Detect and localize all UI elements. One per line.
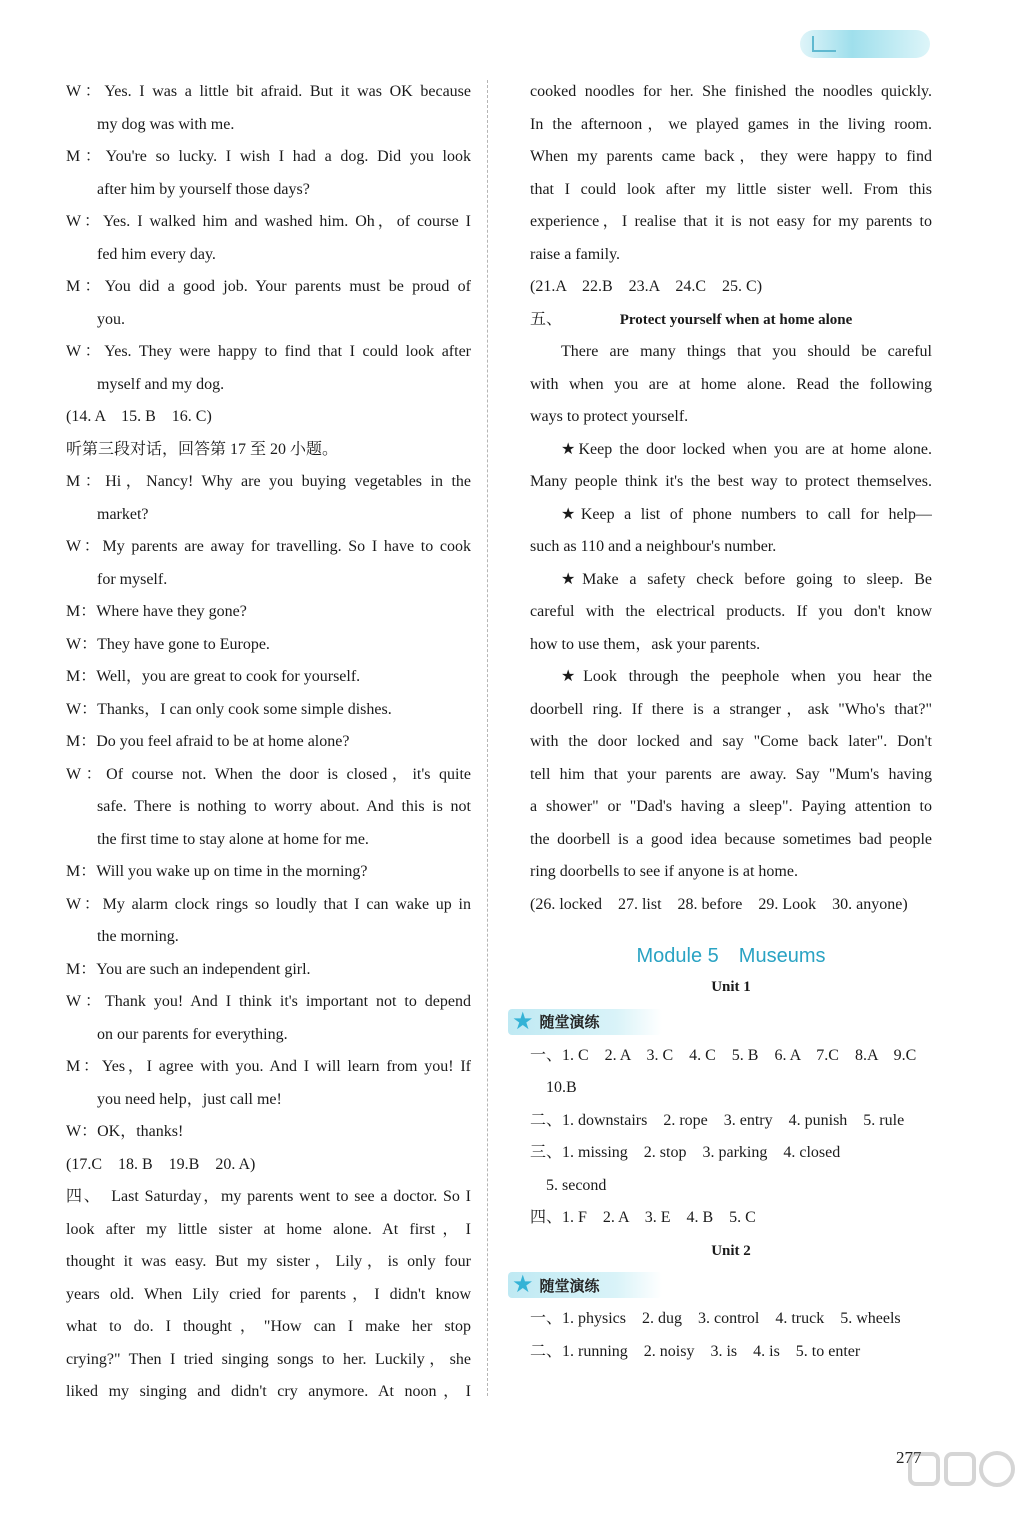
header-mark-icon <box>812 36 836 52</box>
text-line: ways to protect yourself. <box>530 408 689 425</box>
text-line: a shower" or "Dad's having a sleep". Paying attention to <box>530 798 932 815</box>
exercise-answer-line: 三、1. missing 2. stop 3. parking 4. closed <box>530 1144 841 1161</box>
text-line: crying?" Then I tried singing songs to her. Luckily，she <box>66 1350 471 1368</box>
unit-1-heading: Unit 1 <box>711 979 751 995</box>
text-line: you. <box>97 310 125 328</box>
text-line: W：My parents are away for travelling. So I have to cook <box>66 538 471 555</box>
star-icon: ★ <box>512 1272 534 1298</box>
unit-2-heading: Unit 2 <box>711 1242 751 1259</box>
text-line: M：Hi，Nancy! Why are you buying vegetables in the <box>66 473 471 490</box>
banner-label: 随堂演练 <box>539 1276 600 1295</box>
section-title: Protect yourself when at home alone <box>619 311 853 328</box>
text-line: W：Thank you! And I think it's important not to depend <box>66 993 471 1010</box>
column-divider <box>487 80 488 1396</box>
text-line: When my parents came back，they were happy to find <box>530 148 932 165</box>
text-line: what to do. I thought，"How can I make her stop <box>66 1318 471 1335</box>
text-line: for myself. <box>97 570 168 588</box>
text-line: ★Keep a list of phone numbers to call for help— <box>561 505 932 523</box>
watermark-logo <box>902 1440 1022 1532</box>
text-line: M：You did a good job. Your parents must be proud of <box>66 278 471 295</box>
answer-key: (21.A 22.B 23.A 24.C 25. C) <box>530 278 763 295</box>
text-line: There are many things that you should be careful <box>561 343 932 360</box>
text-line: myself and my dog. <box>97 375 225 393</box>
text-line: M：Do you feel afraid to be at home alone? <box>66 733 350 750</box>
text-line: ring doorbells to see if anyone is at home. <box>530 863 798 880</box>
text-line: raise a family. <box>530 245 621 263</box>
text-line: the morning. <box>97 928 179 945</box>
text-line: doorbell ring. If there is a stranger，ask "Who's that?" <box>530 700 932 718</box>
exercise-answer-line: 5. second <box>530 1176 607 1194</box>
text-line: liked my singing and didn't cry anymore. At noon，I <box>66 1383 471 1400</box>
text-line: the doorbell is a good idea because sometimes bad people <box>530 830 932 848</box>
banner-label: 随堂演练 <box>539 1013 600 1031</box>
text-line: with when you are at home alone. Read the following <box>530 375 932 393</box>
text-line: thought it was easy. But my sister，Lily，is only four <box>66 1253 471 1270</box>
text-line: W：Yes. I was a little bit afraid. But it was OK because <box>66 83 471 100</box>
text-line: after him by yourself those days? <box>97 180 310 198</box>
section-number: 五、 <box>530 310 563 328</box>
exercise-answer-line: 10.B <box>530 1079 577 1096</box>
text-line: the first time to stay alone at home for me. <box>97 830 369 848</box>
unit-1-exercises <box>530 1040 932 1235</box>
text-line: W：Thanks，I can only cook some simple dishes. <box>66 700 392 718</box>
text-line: M：You're so lucky. I wish I had a dog. Did you look <box>66 148 471 165</box>
left-column <box>66 76 471 1409</box>
text-line: M：Yes，I agree with you. And I will learn from you! If <box>66 1058 471 1075</box>
text-line: M：You are such an independent girl. <box>66 960 311 978</box>
text-line: 听第三段对话，回答第 17 至 20 小题。 <box>66 440 339 458</box>
text-line: careful with the electrical products. If you don't know <box>530 603 932 620</box>
text-line: 四、 Last Saturday，my parents went to see a doctor. So I <box>66 1188 471 1205</box>
text-line: market? <box>97 505 149 523</box>
text-line: Many people think it's the best way to protect themselves. <box>530 473 932 490</box>
section-five-heading <box>530 304 932 337</box>
exercise-answer-line: 二、1. downstairs 2. rope 3. entry 4. punish 5. rule <box>530 1111 905 1129</box>
exercise-answer-line: 四、1. F 2. A 3. E 4. B 5. C <box>530 1209 756 1226</box>
answer-key: (14. A 15. B 16. C) <box>66 408 212 425</box>
text-line: In the afternoon，we played games in the living room. <box>530 115 932 133</box>
text-line: experience，I realise that it is not easy for my parents to <box>530 213 932 230</box>
practice-banner <box>508 1267 932 1303</box>
text-line: how to use them，ask your parents. <box>530 635 761 653</box>
text-line: fed him every day. <box>97 245 216 263</box>
exercise-answer-line: 一、1. C 2. A 3. C 4. C 5. B 6. A 7.C 8.A 9.C <box>530 1046 917 1064</box>
text-line: W：They have gone to Europe. <box>66 635 270 653</box>
text-line: W：My alarm clock rings so loudly that I can wake up in <box>66 895 471 913</box>
text-line: W：Yes. They were happy to find that I could look after <box>66 343 471 360</box>
exercise-answer-line: 一、1. physics 2. dug 3. control 4. truck 5. wheels <box>530 1310 901 1327</box>
exercise-answer-line: 二、1. running 2. noisy 3. is 4. is 5. to enter <box>530 1342 861 1360</box>
passage-five <box>530 336 932 921</box>
right-column <box>512 76 932 1368</box>
star-icon: ★ <box>512 1008 534 1035</box>
page-number: 277 <box>896 1448 922 1467</box>
text-line: on our parents for everything. <box>97 1025 288 1043</box>
text-line: W：Yes. I walked him and washed him. Oh，of course I <box>66 213 471 230</box>
text-line: ★Keep the door locked when you are at home alone. <box>561 440 932 458</box>
text-line: ★Make a safety check before going to sleep. Be <box>561 570 932 588</box>
text-line: M：Where have they gone? <box>66 603 247 620</box>
answer-key: (17.C 18. B 19.B 20. A) <box>66 1155 256 1173</box>
answer-key: (26. locked 27. list 28. before 29. Look 30. anyone) <box>530 895 908 913</box>
text-line: W：Of course not. When the door is closed，it's quite <box>66 765 471 783</box>
text-line: safe. There is nothing to worry about. And this is not <box>97 798 471 815</box>
passage-four-continued <box>530 76 932 304</box>
text-line: with the door locked and say "Come back later". Don't <box>530 733 932 750</box>
text-line: W：OK，thanks! <box>66 1123 184 1140</box>
text-line: cooked noodles for her. She finished the noodles quickly. <box>530 83 932 100</box>
text-line: M：Well，you are great to cook for yourself. <box>66 668 361 685</box>
text-line: my dog was with me. <box>97 115 235 133</box>
text-line: such as 110 and a neighbour's number. <box>530 538 777 555</box>
text-line: years old. When Lily cried for parents，I didn't know <box>66 1285 471 1303</box>
text-line: M：Will you wake up on time in the morning? <box>66 863 368 880</box>
text-line: tell him that your parents are away. Say "Mum's having <box>530 765 932 783</box>
practice-banner <box>508 1004 932 1040</box>
module-title: Module 5 Museums <box>636 945 826 967</box>
text-line: that I could look after my little sister well. From this <box>530 180 932 198</box>
unit-2-exercises <box>530 1303 932 1368</box>
text-line: you need help，just call me! <box>97 1090 282 1108</box>
text-line: ★Look through the peephole when you hear the <box>561 668 932 685</box>
text-line: look after my little sister at home alone. At first，I <box>66 1220 471 1238</box>
